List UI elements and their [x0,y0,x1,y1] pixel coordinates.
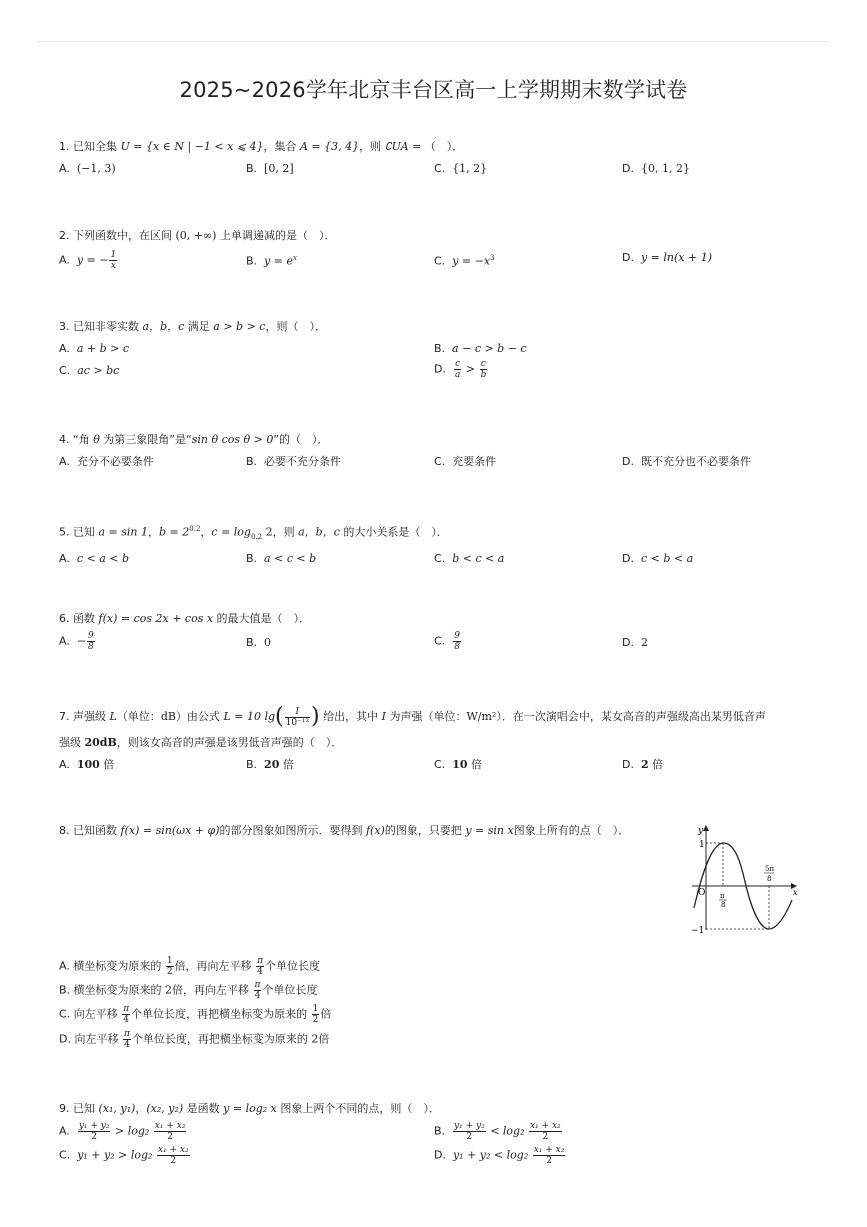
y-axis-label: y [698,826,704,836]
option-letter: B. [246,254,258,268]
question-1 [59,139,827,179]
fraction [285,707,310,728]
fraction [454,359,461,380]
stem-text: ）．在一次演唱会中，某女高音的声强级高出某男低音声 [496,710,766,723]
option-text: 倍 [318,1032,330,1046]
superscript: 0.2 [189,525,201,533]
denominator: 4 [254,991,261,1001]
option-letter: A. [59,758,70,771]
option-d[interactable] [59,1029,329,1050]
stem-text: 为第三象限角”是“ [99,433,192,446]
option-letter: A. [59,342,70,355]
top-divider [38,41,829,42]
option-b[interactable] [246,551,316,567]
option-letter: C. [59,1148,71,1162]
option-text: < log₂ [486,1124,529,1138]
denominator: 2 [546,1156,552,1166]
fraction [453,631,461,652]
fraction [109,250,117,271]
option-text: y = ln(x + 1) [640,251,712,264]
numerator: c [480,359,486,369]
option-letter: B. [434,342,446,355]
left-paren: ( [275,704,284,729]
denominator: 4 [123,1015,130,1025]
stem-text: 7. 声强级 [59,710,110,723]
math-expression: U = {x ∈ N | −1 < x ⩽ 4} [120,140,264,153]
right-paren: ) [311,704,320,729]
numerator: 1 [312,1004,319,1014]
fraction [453,1121,486,1142]
option-d[interactable] [434,1145,566,1166]
stem-text: ，集合 [263,140,300,153]
option-number: 20 [264,758,280,771]
option-a[interactable] [59,631,96,652]
option-text: b < c < a [452,551,505,565]
option-letter: C. [434,162,446,175]
page-title: 2025~2026学年北京丰台区高一上学期期末数学试卷 [179,78,688,102]
fraction [480,359,488,380]
stem-text: ， [200,525,212,539]
option-text: y₁ + y₂ > log₂ [77,1148,156,1162]
option-letter: D. [622,455,634,468]
option-text: [0, 2] [264,162,294,175]
option-letter: A. [59,634,70,648]
option-text: y = e [264,254,293,268]
option-text: 倍 [320,1007,332,1021]
option-c[interactable] [434,454,496,470]
option-text: 横坐标变为原来的 [73,983,166,997]
option-text: 个单位长度，再把横坐标变为原来的 [131,1007,311,1021]
numerator: π [254,980,261,990]
option-a[interactable] [59,454,154,470]
numerator: y₁ + y₂ [78,1121,110,1131]
stem-text: 强级 [59,736,85,749]
option-text: a − c > b − c [452,342,527,355]
option-text: 既不充分也不必要条件 [640,455,751,468]
option-d[interactable] [622,250,712,266]
option-text: 倍 [467,758,482,771]
superscript: 3 [490,254,495,262]
math-expression: (x₁, y₁) [98,1102,136,1115]
option-letter: D. [622,551,634,565]
option-a[interactable] [59,757,114,773]
math-expression: a，b，c [298,525,340,539]
question-2 [59,228,827,272]
option-text: a < c < b [264,551,317,565]
denominator: 2 [170,1156,177,1166]
option-letter: C. [434,254,446,268]
option-letter: C. [434,634,446,648]
question-8-options [59,956,827,1053]
math-expression: f(x) [365,824,385,837]
stem-text: 8. 已知函数 [59,824,121,837]
numerator: x₁ + x₂ [154,1121,186,1131]
option-b[interactable] [434,1121,563,1142]
option-d[interactable] [622,161,690,177]
option-text: y₁ + y₂ < log₂ [452,1148,532,1162]
math-expression: 2 [311,1032,319,1046]
subscript: 0.2 [250,532,263,541]
x-axis-label: x [793,888,798,897]
option-text: (−1, 3) [76,162,116,175]
x-tick-label-denominator: 8 [767,875,772,883]
fraction [154,1121,187,1142]
option-text: 0 [264,636,272,649]
y-tick-label: 1 [699,840,705,850]
option-text: {0, 1, 2} [640,162,690,175]
option-d[interactable] [622,454,751,470]
option-a[interactable] [59,1121,187,1142]
option-text: 必要不充分条件 [264,455,342,468]
option-text: − [76,634,87,648]
option-text: 倍 [99,758,115,771]
stem-text: 的图象，只要把 [384,824,466,837]
math-expression: f(x) = cos 2x + cos x [98,612,214,625]
option-text: > log₂ [111,1124,153,1138]
option-c[interactable] [59,363,119,379]
math-expression: a = sin 1 [98,525,149,539]
denominator: 2 [312,1015,319,1025]
math-expression: ∁UA = [384,140,425,153]
stem-text: （单位： [116,710,161,723]
option-letter: A. [59,1124,70,1138]
numerator: I [285,707,310,718]
fraction [166,956,174,977]
fraction [157,1145,190,1166]
stem-text: ， [148,525,160,539]
numerator: x₁ + x₂ [530,1121,561,1131]
option-a[interactable] [59,161,116,177]
math-expression: I [381,710,386,723]
denominator: 2 [167,1132,173,1142]
denominator: 4 [124,1040,130,1050]
math-expression: 20dB [84,736,117,749]
numerator: 1 [166,956,173,966]
question-stem [59,611,827,627]
option-b[interactable] [246,635,271,651]
question-stem-line2 [59,735,827,751]
stem-text: 9. 已知 [59,1102,99,1115]
option-letter: D. [622,758,634,771]
stem-text: ”的（ ）． [273,433,329,446]
option-d[interactable] [622,757,663,773]
stem-text: 的部分图象如图所示．要得到 [219,824,366,837]
stem-text: 图象上两个不同的点，则（ ）． [276,1102,440,1115]
option-text: 倍 [648,758,664,771]
stem-text: 给出，其中 [319,710,382,723]
question-7 [59,703,827,775]
option-c[interactable] [434,250,495,270]
option-letter: B. [246,455,258,468]
option-letter: A. [59,959,70,973]
option-text: y = − [76,253,109,267]
option-letter: B. [246,758,258,771]
option-letter: D. [622,251,634,264]
stem-text: 为声强（单位： [385,710,467,723]
option-text: c < b < a [640,551,694,565]
option-letter: C. [59,1007,71,1021]
option-text: 倍，再向左平移 [172,983,253,997]
math-expression: y = sin x [465,824,514,837]
y-tick-label: −1 [691,926,705,934]
option-c[interactable] [434,161,487,177]
question-5 [59,521,827,569]
math-expression: a，b，c [142,320,185,333]
numerator: y₁ + y₂ [454,1121,485,1131]
option-letter: A. [59,455,70,468]
option-text: 倍 [279,758,294,771]
math-expression: f(x) = sin(ωx + φ) [120,824,220,837]
numerator: π [257,956,263,966]
stem-text: 6. 函数 [59,612,99,625]
stem-text: ， [135,1102,147,1115]
denominator: 8 [88,642,94,652]
option-letter: D. [434,362,446,376]
stem-text: 图象上所有的点（ ）． [513,824,630,837]
question-3 [59,319,827,387]
option-letter: C. [59,364,71,377]
option-letter: C. [434,551,446,565]
numerator: π [123,1029,130,1039]
math-expression: 2 [262,525,273,539]
math-expression: (0, +∞) [175,229,217,242]
option-text: 个单位长度 [264,959,320,973]
option-a[interactable] [59,956,320,977]
option-letter: D. [434,1148,446,1162]
fraction [529,1121,562,1142]
stem-text: ，则（ ）． [265,320,326,333]
option-letter: B. [246,162,258,175]
math-expression: b = 2 [159,525,190,539]
option-d[interactable] [622,551,693,567]
numerator: x₁ + x₂ [533,1145,565,1155]
denominator: 10⁻¹² [285,717,310,728]
question-stem [59,228,827,244]
option-b[interactable] [246,454,341,470]
stem-text: 4. “角 [59,433,94,446]
stem-text: （ ）． [424,140,464,153]
option-b[interactable] [246,250,297,270]
fraction [256,956,264,977]
stem-text: ，则 [359,140,385,153]
stem-text: ）由公式 [175,710,224,723]
option-letter: B. [246,636,258,649]
option-text: > [462,362,479,376]
option-c[interactable] [59,1004,331,1025]
math-expression: sin θ cos θ > 0 [191,433,274,446]
denominator: 8 [454,642,460,652]
option-letter: C. [434,455,446,468]
question-stem [59,1101,827,1117]
option-text: 个单位长度，再把横坐标变为原来的 [131,1032,312,1046]
denominator: 2 [91,1132,98,1142]
question-stem [59,319,827,335]
option-c[interactable] [434,757,482,773]
origin-label: O [698,888,706,898]
math-expression: dB [160,710,176,723]
option-b[interactable] [246,757,294,773]
question-stem [59,432,827,448]
option-a[interactable] [59,341,129,357]
option-c[interactable] [434,551,504,567]
fraction [533,1145,566,1166]
stem-text: 的最大值是（ ）． [213,612,311,625]
option-text: {1, 2} [452,162,488,175]
question-4 [59,432,827,472]
denominator: 2 [542,1132,549,1142]
stem-text: 是函数 [183,1102,224,1115]
option-letter: A. [59,253,70,267]
math-expression: θ [93,433,100,446]
numerator: π [123,1004,130,1014]
fraction [78,1121,111,1142]
math-expression: 2 [165,983,173,997]
option-letter: D. [59,1032,71,1046]
option-a[interactable] [59,551,129,567]
option-a[interactable] [59,250,118,271]
option-b[interactable] [434,341,527,357]
option-text: 2 [640,636,648,649]
superscript: x [292,254,297,262]
option-c[interactable] [434,631,462,652]
denominator: x [110,261,116,271]
stem-text: 上单调递减的是（ ）． [216,229,336,242]
function-graph [690,822,800,934]
option-b[interactable] [59,980,317,1001]
question-6 [59,611,827,657]
option-letter: A. [59,162,70,175]
option-text: 倍，再向左平移 [174,959,256,973]
denominator: 2 [466,1132,473,1142]
fraction [122,1004,130,1025]
option-text: 个单位长度 [262,983,318,997]
option-b[interactable] [246,161,294,177]
fraction [87,631,95,652]
denominator: a [454,370,461,380]
option-number: 10 [452,758,468,771]
option-number: 2 [640,758,649,771]
math-expression: c = log [211,525,251,539]
numerator: 9 [88,631,94,641]
denominator: b [480,370,487,380]
option-letter: B. [434,1124,446,1138]
denominator: 2 [166,967,173,977]
stem-text: ，则该女高音的声强是该男低音声强的（ ）． [116,736,343,749]
option-letter: B. [59,983,71,997]
question-9 [59,1101,827,1169]
option-letter: C. [434,758,446,771]
math-expression: A = {3, 4} [299,140,360,153]
math-expression: L [109,710,117,723]
stem-text: ，则 [272,525,299,539]
question-stem [59,139,827,155]
option-letter: D. [622,162,634,175]
question-stem [59,703,827,731]
numerator: c [455,359,461,369]
x-tick-label-denominator: 8 [721,901,726,909]
option-text: 充要条件 [452,455,497,468]
option-d[interactable] [622,635,648,651]
stem-text: 的大小关系是（ ）． [339,525,448,539]
option-text: 向左平移 [73,1007,122,1021]
math-expression: a > b > c [213,320,266,333]
math-expression: y = log₂ x [223,1102,277,1115]
math-expression: L = 10 lg [223,710,276,723]
option-text: a + b > c [76,342,130,355]
question-stem [59,521,827,545]
option-text: y = −x [452,254,491,268]
denominator: 4 [257,967,263,977]
stem-text: 1. 已知全集 [59,140,121,153]
option-letter: A. [59,551,70,565]
numerator: x₁ + x₂ [157,1145,189,1155]
option-text: c < a < b [76,551,130,565]
x-tick-label-numerator: 5π [765,865,775,873]
math-expression: (x₂, y₂) [146,1102,184,1115]
option-letter: B. [246,551,258,565]
option-number: 100 [76,758,100,771]
option-text: 向左平移 [74,1032,122,1046]
option-letter: D. [622,636,634,649]
fraction [123,1029,131,1050]
numerator: 1 [110,250,117,260]
stem-text: 3. 已知非零实数 [59,320,143,333]
option-d[interactable] [434,359,488,380]
option-text: 充分不必要条件 [76,455,154,468]
option-text: ac > bc [77,364,120,377]
math-expression: W/m² [466,710,497,723]
numerator: 9 [454,631,460,641]
stem-text: 5. 已知 [59,525,99,539]
stem-text: 2. 下列函数中，在区间 [59,229,176,242]
fraction [312,1004,320,1025]
option-text: 横坐标变为原来的 [73,959,165,973]
stem-text: 满足 [184,320,214,333]
option-c[interactable] [59,1145,191,1166]
x-tick-label-numerator: π [720,892,725,900]
fraction [254,980,262,1001]
